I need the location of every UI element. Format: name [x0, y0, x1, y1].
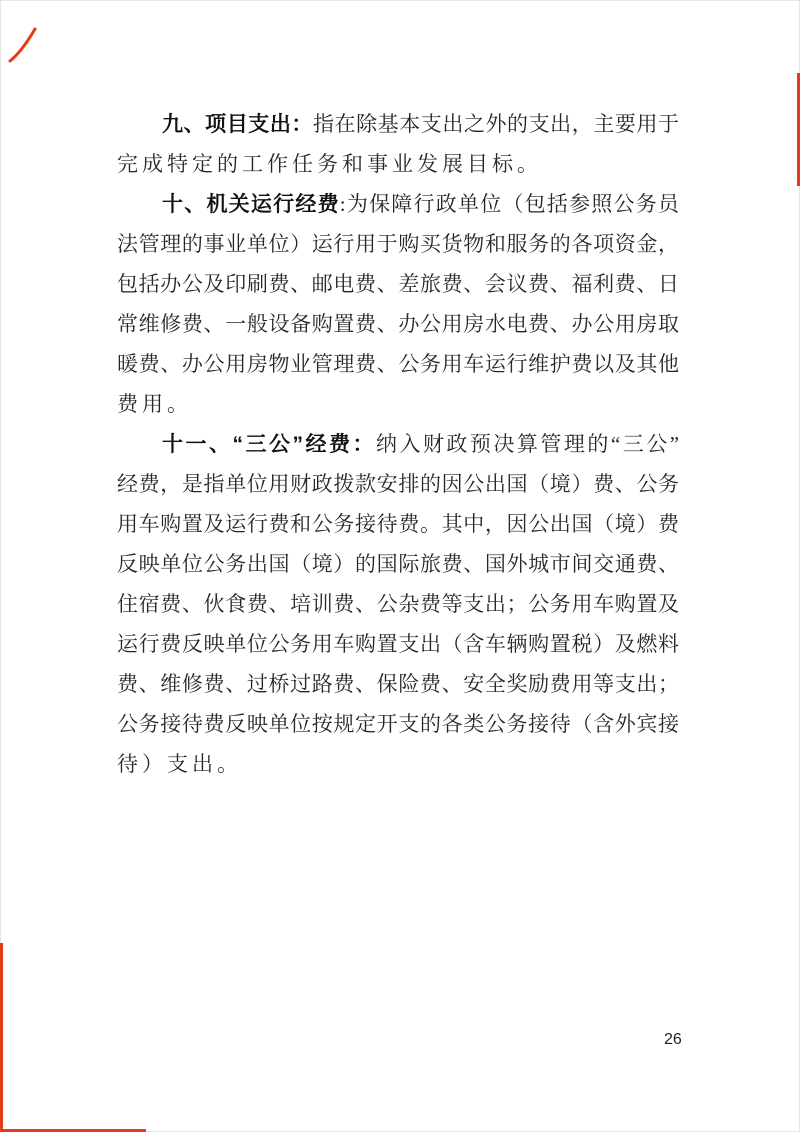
- term-heading: 十一、“三公”经费：: [162, 433, 376, 456]
- body-text: 公务接待费反映单位按规定开支的各类公务接待（含外宾接: [117, 712, 679, 736]
- body-text: 暖费、办公用房物业管理费、公务用车运行维护费以及其他: [117, 352, 679, 376]
- text-line: [117, 424, 679, 464]
- paragraph: [117, 104, 679, 184]
- text-block: [117, 104, 679, 784]
- body-text: 费用。: [117, 392, 192, 416]
- text-line: [117, 344, 679, 384]
- body-text: 完成特定的工作任务和事业发展目标。: [117, 152, 542, 176]
- body-text: 待）支出。: [117, 752, 242, 776]
- text-line: [117, 304, 679, 344]
- body-text: 住宿费、伙食费、培训费、公杂费等支出；公务用车购置及: [117, 592, 679, 616]
- body-text: 包括办公及印刷费、邮电费、差旅费、会议费、福利费、日: [117, 272, 679, 296]
- text-line: [117, 264, 679, 304]
- text-line: [117, 624, 679, 664]
- text-line: [117, 504, 679, 544]
- body-text: 常维修费、一般设备购置费、办公用房水电费、办公用房取: [117, 312, 679, 336]
- body-text: 运行费反映单位公务用车购置支出（含车辆购置税）及燃料: [117, 632, 679, 656]
- text-line: [117, 104, 679, 144]
- paragraph: [117, 424, 679, 784]
- page-number: 26: [664, 1031, 682, 1048]
- text-line: [117, 544, 679, 584]
- term-heading: 九、项目支出：: [162, 113, 313, 136]
- text-line: [117, 384, 679, 424]
- body-text: 经费，是指单位用财政拨款安排的因公出国（境）费、公务: [117, 472, 679, 496]
- body-text: 纳入财政预决算管理的“三公”: [375, 432, 679, 456]
- text-line: [117, 184, 679, 224]
- red-scan-mark-top-left: [8, 27, 38, 63]
- body-text: 指在除基本支出之外的支出，主要用于: [312, 112, 679, 136]
- body-text: 用车购置及运行费和公务接待费。其中，因公出国（境）费: [117, 512, 679, 536]
- text-line: [117, 744, 679, 784]
- text-line: [117, 464, 679, 504]
- text-line: [117, 224, 679, 264]
- red-scan-mark-left-edge: [0, 943, 3, 1132]
- text-line: [117, 704, 679, 744]
- body-text: :为保障行政单位（包括参照公务员: [339, 192, 679, 216]
- body-text: 反映单位公务出国（境）的国际旅费、国外城市间交通费、: [117, 552, 679, 576]
- paragraph: [117, 184, 679, 424]
- body-text: 费、维修费、过桥过路费、保险费、安全奖励费用等支出；: [117, 672, 679, 696]
- text-line: [117, 664, 679, 704]
- body-text: 法管理的事业单位）运行用于购买货物和服务的各项资金，: [117, 232, 679, 256]
- text-line: [117, 584, 679, 624]
- term-heading: 十、机关运行经费: [162, 193, 340, 216]
- text-line: [117, 144, 679, 184]
